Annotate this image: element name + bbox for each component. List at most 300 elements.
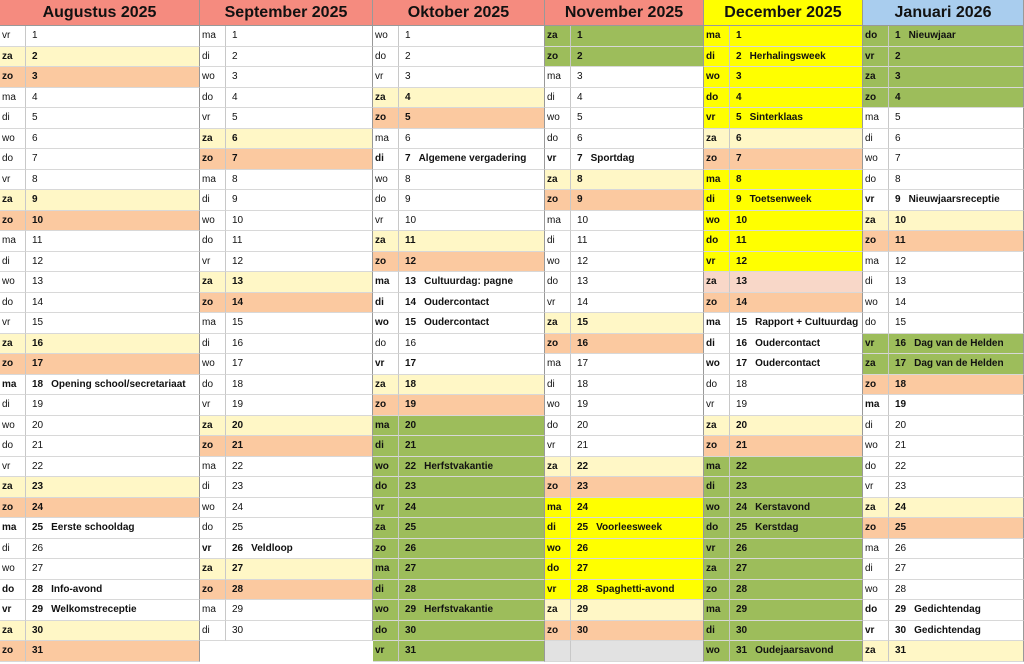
day-of-week-cell[interactable]: wo: [863, 293, 889, 314]
day-of-week-cell[interactable]: ma: [200, 170, 226, 191]
day-of-week-cell[interactable]: di: [863, 416, 889, 437]
date-cell[interactable]: [26, 436, 200, 457]
day-of-week-cell[interactable]: di: [545, 88, 571, 109]
date-cell[interactable]: [399, 477, 545, 498]
date-cell[interactable]: [226, 231, 373, 252]
day-of-week-cell[interactable]: vr: [704, 108, 730, 129]
date-cell[interactable]: [889, 334, 1024, 355]
day-of-week-cell[interactable]: di: [704, 621, 730, 642]
date-cell[interactable]: [571, 436, 704, 457]
day-of-week-cell[interactable]: vr: [0, 170, 26, 191]
day-of-week-cell[interactable]: vr: [373, 641, 399, 662]
day-of-week-cell[interactable]: wo: [373, 600, 399, 621]
day-of-week-cell[interactable]: za: [704, 129, 730, 150]
day-of-week-cell[interactable]: ma: [200, 457, 226, 478]
day-of-week-cell[interactable]: di: [373, 436, 399, 457]
day-of-week-cell[interactable]: wo: [704, 67, 730, 88]
day-of-week-cell[interactable]: wo: [373, 313, 399, 334]
day-of-week-cell[interactable]: do: [373, 477, 399, 498]
date-cell[interactable]: [399, 108, 545, 129]
date-cell[interactable]: [399, 272, 545, 293]
date-cell[interactable]: [226, 26, 373, 47]
day-of-week-cell[interactable]: ma: [200, 26, 226, 47]
date-cell[interactable]: [399, 580, 545, 601]
day-of-week-cell[interactable]: za: [200, 272, 226, 293]
day-of-week-cell[interactable]: di: [373, 580, 399, 601]
day-of-week-cell[interactable]: za: [373, 375, 399, 396]
day-of-week-cell[interactable]: zo: [545, 477, 571, 498]
date-cell[interactable]: [889, 170, 1024, 191]
date-cell[interactable]: [226, 88, 373, 109]
date-cell[interactable]: [399, 67, 545, 88]
date-cell[interactable]: [26, 621, 200, 642]
date-cell[interactable]: [730, 26, 863, 47]
date-cell[interactable]: [226, 395, 373, 416]
date-cell[interactable]: [730, 129, 863, 150]
day-of-week-cell[interactable]: za: [373, 231, 399, 252]
date-cell[interactable]: [226, 354, 373, 375]
date-cell[interactable]: [889, 395, 1024, 416]
date-cell[interactable]: [26, 67, 200, 88]
date-cell[interactable]: [730, 190, 863, 211]
date-cell[interactable]: [889, 313, 1024, 334]
date-cell[interactable]: [889, 436, 1024, 457]
date-cell[interactable]: [730, 498, 863, 519]
day-of-week-cell[interactable]: di: [545, 518, 571, 539]
day-of-week-cell[interactable]: ma: [545, 354, 571, 375]
day-of-week-cell[interactable]: wo: [200, 67, 226, 88]
date-cell[interactable]: [571, 149, 704, 170]
day-of-week-cell[interactable]: zo: [200, 293, 226, 314]
date-cell[interactable]: [571, 477, 704, 498]
day-of-week-cell[interactable]: vr: [200, 539, 226, 560]
day-of-week-cell[interactable]: di: [200, 621, 226, 642]
date-cell[interactable]: [26, 477, 200, 498]
day-of-week-cell[interactable]: wo: [373, 170, 399, 191]
month-header[interactable]: Januari 2026: [863, 0, 1024, 26]
date-cell[interactable]: [571, 272, 704, 293]
day-of-week-cell[interactable]: di: [200, 334, 226, 355]
day-of-week-cell[interactable]: do: [373, 334, 399, 355]
day-of-week-cell[interactable]: ma: [0, 518, 26, 539]
date-cell[interactable]: [571, 457, 704, 478]
day-of-week-cell[interactable]: do: [0, 436, 26, 457]
date-cell[interactable]: [889, 580, 1024, 601]
day-of-week-cell[interactable]: ma: [373, 416, 399, 437]
date-cell[interactable]: [889, 149, 1024, 170]
day-of-week-cell[interactable]: za: [200, 559, 226, 580]
date-cell[interactable]: [730, 293, 863, 314]
date-cell[interactable]: [26, 334, 200, 355]
day-of-week-cell[interactable]: do: [200, 375, 226, 396]
date-cell[interactable]: [226, 539, 373, 560]
day-of-week-cell[interactable]: ma: [200, 313, 226, 334]
date-cell[interactable]: [399, 231, 545, 252]
day-of-week-cell[interactable]: di: [0, 252, 26, 273]
date-cell[interactable]: [730, 416, 863, 437]
day-of-week-cell[interactable]: za: [704, 559, 730, 580]
date-cell[interactable]: [889, 641, 1024, 662]
date-cell[interactable]: [889, 621, 1024, 642]
date-cell[interactable]: [226, 313, 373, 334]
date-cell[interactable]: [889, 26, 1024, 47]
day-of-week-cell[interactable]: do: [863, 170, 889, 191]
day-of-week-cell[interactable]: ma: [200, 600, 226, 621]
date-cell[interactable]: [26, 170, 200, 191]
day-of-week-cell[interactable]: di: [373, 149, 399, 170]
day-of-week-cell[interactable]: vr: [863, 621, 889, 642]
date-cell[interactable]: [399, 26, 545, 47]
date-cell[interactable]: [399, 395, 545, 416]
day-of-week-cell[interactable]: za: [0, 621, 26, 642]
date-cell[interactable]: [26, 231, 200, 252]
date-cell[interactable]: [399, 641, 545, 662]
day-of-week-cell[interactable]: zo: [0, 67, 26, 88]
day-of-week-cell[interactable]: di: [0, 108, 26, 129]
date-cell[interactable]: [730, 170, 863, 191]
date-cell[interactable]: [226, 108, 373, 129]
day-of-week-cell[interactable]: vr: [704, 395, 730, 416]
date-cell[interactable]: [730, 457, 863, 478]
day-of-week-cell[interactable]: ma: [373, 559, 399, 580]
day-of-week-cell[interactable]: di: [704, 190, 730, 211]
date-cell[interactable]: [889, 129, 1024, 150]
day-of-week-cell[interactable]: vr: [545, 580, 571, 601]
date-cell[interactable]: [399, 129, 545, 150]
day-of-week-cell[interactable]: wo: [0, 416, 26, 437]
day-of-week-cell[interactable]: wo: [373, 26, 399, 47]
date-cell[interactable]: [889, 190, 1024, 211]
date-cell[interactable]: [730, 354, 863, 375]
day-of-week-cell[interactable]: do: [373, 190, 399, 211]
date-cell[interactable]: [26, 457, 200, 478]
day-of-week-cell[interactable]: ma: [704, 170, 730, 191]
day-of-week-cell[interactable]: ma: [704, 457, 730, 478]
day-of-week-cell[interactable]: do: [704, 518, 730, 539]
day-of-week-cell[interactable]: do: [863, 313, 889, 334]
date-cell[interactable]: [730, 231, 863, 252]
day-of-week-cell[interactable]: vr: [200, 395, 226, 416]
date-cell[interactable]: [399, 600, 545, 621]
day-of-week-cell[interactable]: vr: [200, 252, 226, 273]
day-of-week-cell[interactable]: wo: [0, 272, 26, 293]
date-cell[interactable]: [399, 518, 545, 539]
day-of-week-cell[interactable]: vr: [545, 436, 571, 457]
day-of-week-cell[interactable]: vr: [704, 252, 730, 273]
month-header[interactable]: November 2025: [545, 0, 704, 26]
day-of-week-cell[interactable]: wo: [863, 436, 889, 457]
date-cell[interactable]: [399, 252, 545, 273]
day-of-week-cell[interactable]: vr: [0, 26, 26, 47]
date-cell[interactable]: [26, 190, 200, 211]
date-cell[interactable]: [399, 375, 545, 396]
day-of-week-cell[interactable]: vr: [373, 498, 399, 519]
day-of-week-cell[interactable]: do: [200, 231, 226, 252]
day-of-week-cell[interactable]: wo: [0, 559, 26, 580]
date-cell[interactable]: [889, 477, 1024, 498]
day-of-week-cell[interactable]: za: [545, 313, 571, 334]
day-of-week-cell[interactable]: vr: [863, 477, 889, 498]
date-cell[interactable]: [730, 272, 863, 293]
date-cell[interactable]: [889, 231, 1024, 252]
date-cell[interactable]: [889, 108, 1024, 129]
date-cell[interactable]: [26, 108, 200, 129]
day-of-week-cell[interactable]: di: [863, 129, 889, 150]
date-cell[interactable]: [226, 293, 373, 314]
day-of-week-cell[interactable]: wo: [704, 498, 730, 519]
day-of-week-cell[interactable]: di: [200, 190, 226, 211]
date-cell[interactable]: [26, 539, 200, 560]
day-of-week-cell[interactable]: di: [0, 395, 26, 416]
day-of-week-cell[interactable]: wo: [704, 211, 730, 232]
day-of-week-cell[interactable]: vr: [200, 108, 226, 129]
date-cell[interactable]: [571, 108, 704, 129]
day-of-week-cell[interactable]: zo: [373, 108, 399, 129]
date-cell[interactable]: [226, 47, 373, 68]
date-cell[interactable]: [26, 641, 200, 662]
day-of-week-cell[interactable]: do: [0, 149, 26, 170]
date-cell[interactable]: [26, 211, 200, 232]
day-of-week-cell[interactable]: zo: [545, 47, 571, 68]
date-cell[interactable]: [226, 170, 373, 191]
day-of-week-cell[interactable]: zo: [373, 252, 399, 273]
date-cell[interactable]: [571, 416, 704, 437]
day-of-week-cell[interactable]: di: [704, 47, 730, 68]
date-cell[interactable]: [571, 211, 704, 232]
date-cell[interactable]: [730, 436, 863, 457]
date-cell[interactable]: [226, 129, 373, 150]
day-of-week-cell[interactable]: do: [863, 457, 889, 478]
day-of-week-cell[interactable]: ma: [545, 498, 571, 519]
date-cell[interactable]: [889, 67, 1024, 88]
date-cell[interactable]: [889, 559, 1024, 580]
day-of-week-cell[interactable]: zo: [704, 149, 730, 170]
date-cell[interactable]: [571, 334, 704, 355]
date-cell[interactable]: [226, 416, 373, 437]
date-cell[interactable]: [399, 170, 545, 191]
date-cell[interactable]: [226, 149, 373, 170]
day-of-week-cell[interactable]: ma: [373, 129, 399, 150]
day-of-week-cell[interactable]: wo: [200, 211, 226, 232]
date-cell[interactable]: [571, 354, 704, 375]
date-cell[interactable]: [26, 498, 200, 519]
day-of-week-cell[interactable]: do: [0, 580, 26, 601]
month-header[interactable]: Oktober 2025: [373, 0, 545, 26]
date-cell[interactable]: [571, 395, 704, 416]
date-cell[interactable]: [571, 88, 704, 109]
date-cell[interactable]: [399, 334, 545, 355]
day-of-week-cell[interactable]: wo: [545, 108, 571, 129]
date-cell[interactable]: [226, 190, 373, 211]
date-cell[interactable]: [889, 498, 1024, 519]
day-of-week-cell[interactable]: ma: [373, 272, 399, 293]
day-of-week-cell[interactable]: di: [373, 293, 399, 314]
day-of-week-cell[interactable]: vr: [545, 293, 571, 314]
date-cell[interactable]: [730, 88, 863, 109]
date-cell[interactable]: [730, 375, 863, 396]
date-cell[interactable]: [399, 293, 545, 314]
date-cell[interactable]: [730, 580, 863, 601]
day-of-week-cell[interactable]: di: [704, 334, 730, 355]
day-of-week-cell[interactable]: za: [200, 416, 226, 437]
day-of-week-cell[interactable]: za: [704, 272, 730, 293]
day-of-week-cell[interactable]: za: [373, 518, 399, 539]
date-cell[interactable]: [889, 600, 1024, 621]
date-cell[interactable]: [226, 621, 373, 642]
day-of-week-cell[interactable]: zo: [545, 190, 571, 211]
date-cell[interactable]: [226, 477, 373, 498]
day-of-week-cell[interactable]: vr: [373, 211, 399, 232]
date-cell[interactable]: [26, 518, 200, 539]
date-cell[interactable]: [226, 518, 373, 539]
date-cell[interactable]: [26, 559, 200, 580]
day-of-week-cell[interactable]: za: [0, 47, 26, 68]
day-of-week-cell[interactable]: za: [545, 600, 571, 621]
day-of-week-cell[interactable]: vr: [373, 354, 399, 375]
day-of-week-cell[interactable]: zo: [0, 211, 26, 232]
date-cell[interactable]: [889, 375, 1024, 396]
day-of-week-cell[interactable]: ma: [863, 252, 889, 273]
day-of-week-cell[interactable]: vr: [863, 190, 889, 211]
day-of-week-cell[interactable]: za: [0, 334, 26, 355]
day-of-week-cell[interactable]: ma: [704, 26, 730, 47]
date-cell[interactable]: [889, 211, 1024, 232]
date-cell[interactable]: [571, 559, 704, 580]
date-cell[interactable]: [889, 47, 1024, 68]
day-of-week-cell[interactable]: ma: [545, 67, 571, 88]
date-cell[interactable]: [26, 416, 200, 437]
day-of-week-cell[interactable]: di: [704, 477, 730, 498]
day-of-week-cell[interactable]: wo: [545, 252, 571, 273]
date-cell[interactable]: [571, 600, 704, 621]
date-cell[interactable]: [889, 457, 1024, 478]
date-cell[interactable]: [889, 416, 1024, 437]
day-of-week-cell[interactable]: di: [863, 272, 889, 293]
day-of-week-cell[interactable]: za: [0, 190, 26, 211]
day-of-week-cell[interactable]: di: [545, 375, 571, 396]
date-cell[interactable]: [226, 67, 373, 88]
date-cell[interactable]: [571, 129, 704, 150]
date-cell[interactable]: [26, 395, 200, 416]
date-cell[interactable]: [226, 559, 373, 580]
day-of-week-cell[interactable]: wo: [545, 395, 571, 416]
day-of-week-cell[interactable]: zo: [0, 354, 26, 375]
month-header[interactable]: Augustus 2025: [0, 0, 200, 26]
date-cell[interactable]: [730, 395, 863, 416]
day-of-week-cell[interactable]: zo: [200, 580, 226, 601]
day-of-week-cell[interactable]: vr: [373, 67, 399, 88]
date-cell[interactable]: [226, 600, 373, 621]
day-of-week-cell[interactable]: di: [863, 559, 889, 580]
date-cell[interactable]: [226, 252, 373, 273]
date-cell[interactable]: [889, 88, 1024, 109]
date-cell[interactable]: [730, 477, 863, 498]
date-cell[interactable]: [571, 641, 704, 662]
date-cell[interactable]: [399, 539, 545, 560]
day-of-week-cell[interactable]: za: [545, 26, 571, 47]
date-cell[interactable]: [730, 641, 863, 662]
date-cell[interactable]: [26, 47, 200, 68]
day-of-week-cell[interactable]: di: [0, 539, 26, 560]
day-of-week-cell[interactable]: do: [0, 293, 26, 314]
date-cell[interactable]: [226, 272, 373, 293]
date-cell[interactable]: [399, 559, 545, 580]
day-of-week-cell[interactable]: ma: [0, 375, 26, 396]
date-cell[interactable]: [889, 252, 1024, 273]
date-cell[interactable]: [26, 88, 200, 109]
day-of-week-cell[interactable]: za: [704, 416, 730, 437]
day-of-week-cell[interactable]: do: [704, 88, 730, 109]
date-cell[interactable]: [571, 170, 704, 191]
date-cell[interactable]: [730, 334, 863, 355]
day-of-week-cell[interactable]: zo: [704, 436, 730, 457]
date-cell[interactable]: [399, 88, 545, 109]
date-cell[interactable]: [730, 252, 863, 273]
day-of-week-cell[interactable]: za: [373, 88, 399, 109]
date-cell[interactable]: [571, 231, 704, 252]
date-cell[interactable]: [399, 149, 545, 170]
day-of-week-cell[interactable]: wo: [704, 354, 730, 375]
date-cell[interactable]: [399, 211, 545, 232]
day-of-week-cell[interactable]: do: [545, 272, 571, 293]
day-of-week-cell[interactable]: vr: [0, 600, 26, 621]
day-of-week-cell[interactable]: za: [863, 67, 889, 88]
day-of-week-cell[interactable]: do: [200, 518, 226, 539]
day-of-week-cell[interactable]: wo: [0, 129, 26, 150]
month-header[interactable]: September 2025: [200, 0, 373, 26]
date-cell[interactable]: [571, 518, 704, 539]
date-cell[interactable]: [26, 26, 200, 47]
date-cell[interactable]: [399, 354, 545, 375]
day-of-week-cell[interactable]: do: [545, 129, 571, 150]
date-cell[interactable]: [399, 416, 545, 437]
day-of-week-cell[interactable]: zo: [863, 231, 889, 252]
date-cell[interactable]: [571, 539, 704, 560]
date-cell[interactable]: [26, 354, 200, 375]
date-cell[interactable]: [226, 498, 373, 519]
date-cell[interactable]: [226, 334, 373, 355]
date-cell[interactable]: [226, 211, 373, 232]
day-of-week-cell[interactable]: di: [200, 47, 226, 68]
day-of-week-cell[interactable]: zo: [200, 436, 226, 457]
date-cell[interactable]: [571, 47, 704, 68]
date-cell[interactable]: [26, 252, 200, 273]
date-cell[interactable]: [226, 436, 373, 457]
day-of-week-cell[interactable]: zo: [704, 580, 730, 601]
date-cell[interactable]: [730, 621, 863, 642]
day-of-week-cell[interactable]: zo: [545, 334, 571, 355]
date-cell[interactable]: [730, 149, 863, 170]
date-cell[interactable]: [730, 108, 863, 129]
date-cell[interactable]: [571, 293, 704, 314]
date-cell[interactable]: [730, 559, 863, 580]
date-cell[interactable]: [399, 313, 545, 334]
day-of-week-cell[interactable]: za: [545, 457, 571, 478]
day-of-week-cell[interactable]: vr: [545, 149, 571, 170]
day-of-week-cell[interactable]: za: [863, 498, 889, 519]
day-of-week-cell[interactable]: zo: [704, 293, 730, 314]
date-cell[interactable]: [571, 190, 704, 211]
day-of-week-cell[interactable]: za: [0, 477, 26, 498]
day-of-week-cell[interactable]: di: [545, 231, 571, 252]
date-cell[interactable]: [26, 149, 200, 170]
date-cell[interactable]: [571, 498, 704, 519]
day-of-week-cell[interactable]: ma: [704, 600, 730, 621]
date-cell[interactable]: [26, 272, 200, 293]
day-of-week-cell[interactable]: ma: [0, 88, 26, 109]
date-cell[interactable]: [571, 580, 704, 601]
date-cell[interactable]: [889, 354, 1024, 375]
